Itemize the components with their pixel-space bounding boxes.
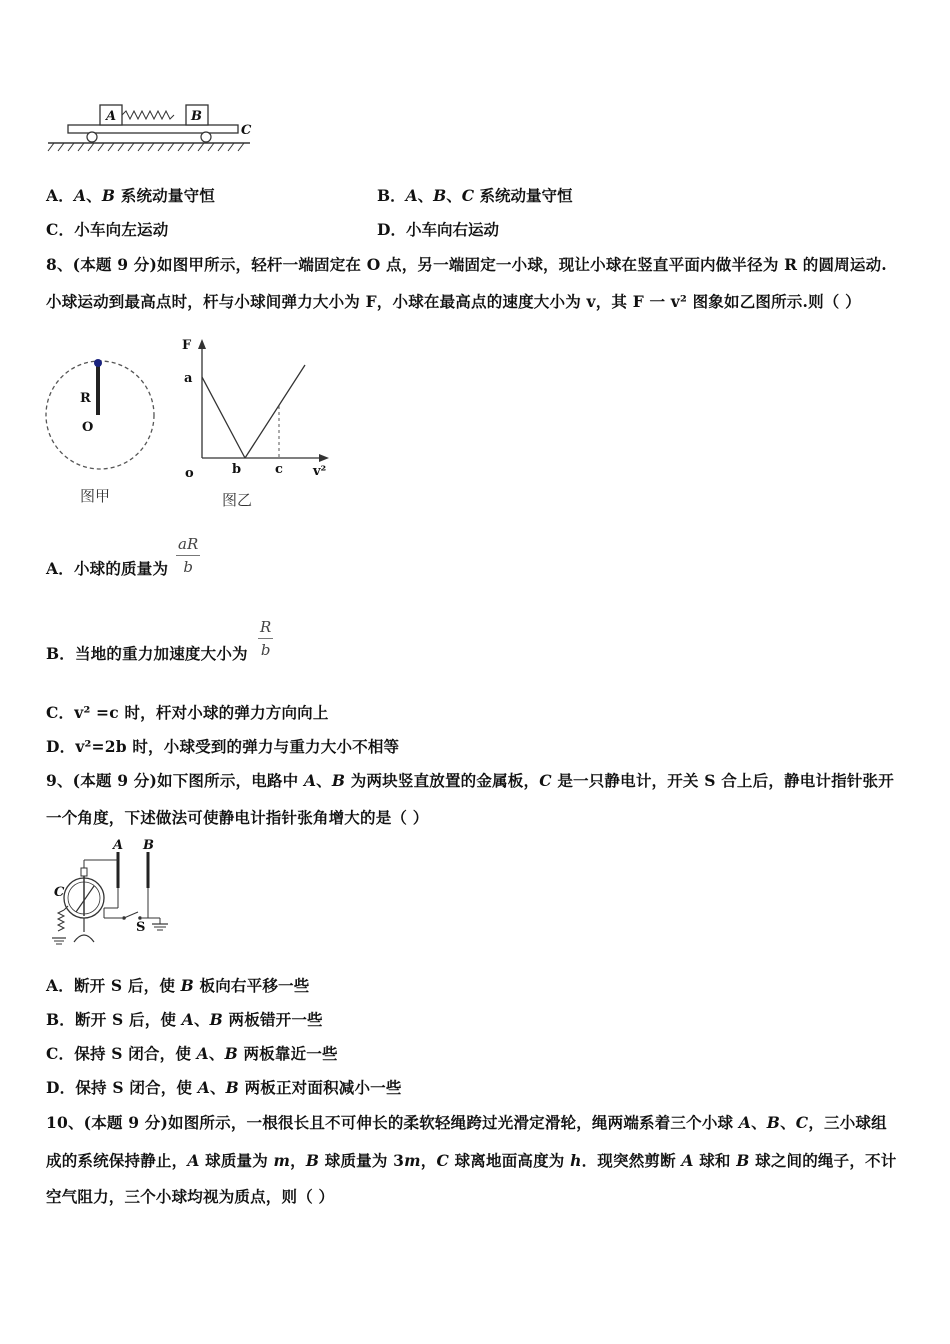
plate-b-label: B xyxy=(143,838,154,853)
q9-stem-line1: 9、(本题 9 分)如下图所示，电路中 A、B 为两块竖直放置的金属板，C 是一只静电计，开关 S 合上后，静电计指针张开 xyxy=(46,771,894,790)
q7-option-d: D．小车向右运动 xyxy=(377,220,499,239)
q10-stem-line2: 成的系统保持静止，A 球质量为 m，B 球质量为 3m，C 球离地面高度为 h．现突然剪断 A 球和 B 球之间的绳子，不计 xyxy=(46,1151,897,1170)
q8-option-d: D．v²=2b 时，小球受到的弹力与重力大小不相等 xyxy=(46,737,400,756)
electrometer-circuit-figure xyxy=(40,838,180,953)
f-v2-graph xyxy=(175,333,345,513)
q8-option-b: B．当地的重力加速度大小为 xyxy=(46,644,248,663)
fig-jia-caption: 图甲 xyxy=(80,487,111,505)
switch-s-label: S xyxy=(136,920,146,935)
graph-a-label: a xyxy=(184,371,193,386)
block-a-label: A xyxy=(106,109,117,124)
block-b-label: B xyxy=(191,109,202,124)
q10-stem-line3: 空气阻力，三个小球均视为质点，则（ ） xyxy=(46,1187,335,1206)
graph-origin-label: o xyxy=(185,466,194,481)
plate-a-label: A xyxy=(113,838,124,853)
q7-option-b: B．A、B、C 系统动量守恒 xyxy=(377,186,573,205)
fig-yi-caption: 图乙 xyxy=(222,491,253,509)
graph-b-label: b xyxy=(232,462,242,477)
cart-spring-figure xyxy=(40,95,270,160)
cart-c-label: C xyxy=(241,123,252,138)
q9-option-d: D．保持 S 闭合，使 A、B 两板正对面积减小一些 xyxy=(46,1078,402,1097)
q8-option-a-fraction: aR b xyxy=(178,535,199,576)
electrometer-c-label: C xyxy=(54,885,65,900)
q8-option-a: A．小球的质量为 xyxy=(46,559,169,578)
q8-option-c: C．v² =c 时，杆对小球的弹力方向向上 xyxy=(46,703,329,722)
q9-option-c: C．保持 S 闭合，使 A、B 两板靠近一些 xyxy=(46,1044,338,1063)
circle-rod-figure xyxy=(40,355,170,515)
graph-x-label: v² xyxy=(313,464,327,479)
q8-stem-line2: 小球运动到最高点时，杆与小球间弹力大小为 F，小球在最高点的速度大小为 v，其 F 一 v² 图象如乙图所示.则（ ） xyxy=(46,292,861,311)
graph-c-label: c xyxy=(275,462,283,477)
q10-stem-line1: 10、(本题 9 分)如图所示，一根很长且不可伸长的柔软轻绳跨过光滑定滑轮，绳两端系着三个小球 A、B、C，三小球组 xyxy=(46,1113,887,1132)
q9-stem-line2: 一个角度，下述做法可使静电计指针张角增大的是（ ） xyxy=(46,808,429,827)
q9-option-a: A．断开 S 后，使 B 板向右平移一些 xyxy=(46,976,310,995)
q7-option-c: C．小车向左运动 xyxy=(46,220,169,239)
radius-label: R xyxy=(80,391,91,406)
q8-option-b-fraction: R b xyxy=(260,618,272,659)
graph-y-label: F xyxy=(182,338,192,353)
center-o-label: O xyxy=(82,420,94,435)
q9-option-b: B．断开 S 后，使 A、B 两板错开一些 xyxy=(46,1010,323,1029)
q7-option-a: A．A、B 系统动量守恒 xyxy=(46,186,215,205)
q8-stem-line1: 8、(本题 9 分)如图甲所示，轻杆一端固定在 O 点，另一端固定一小球，现让小球在竖直平面内做半径为 R 的圆周运动. xyxy=(46,255,887,274)
